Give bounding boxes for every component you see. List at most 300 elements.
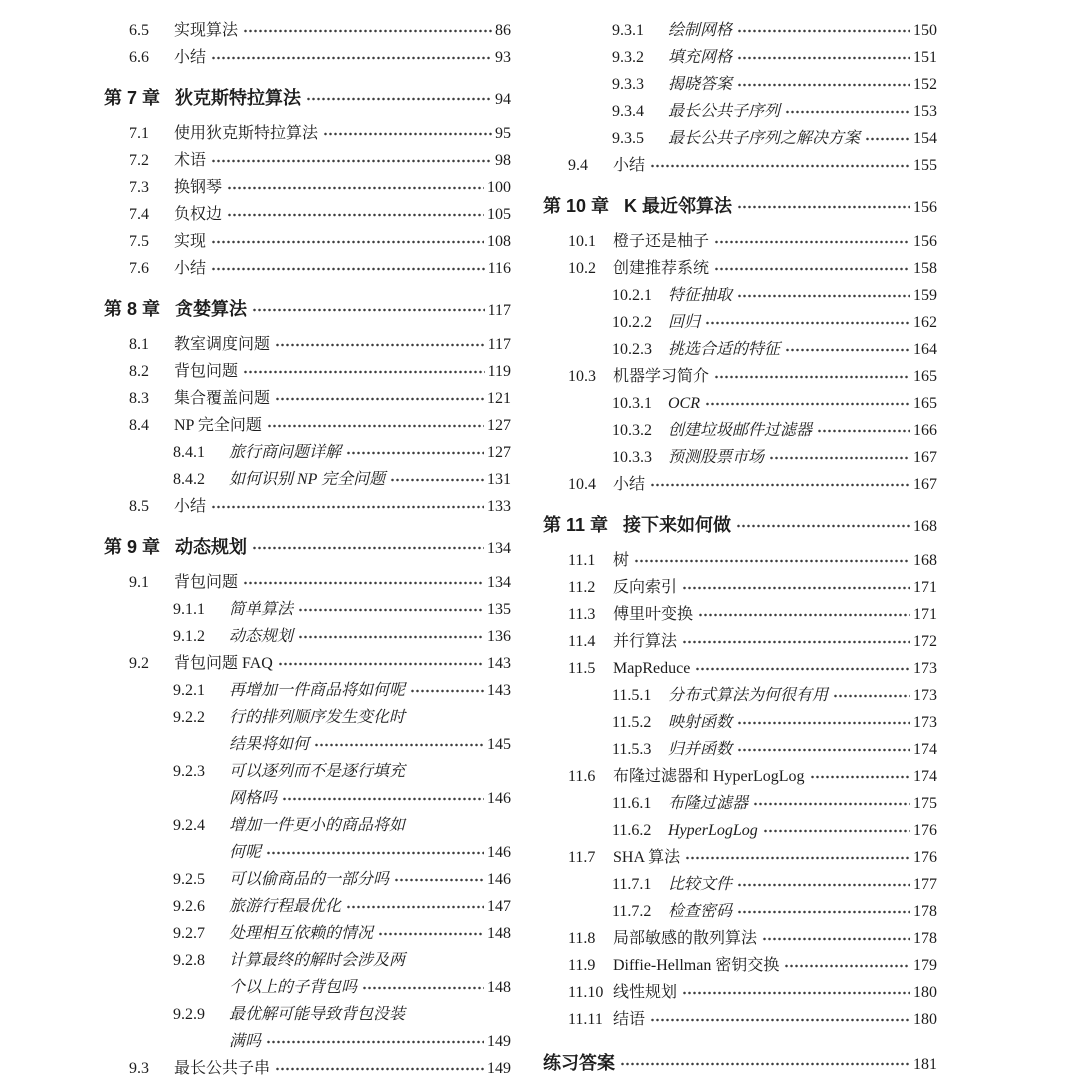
toc-entry-title: 再增加一件商品将如何呢 [229,682,406,699]
toc-entry [104,466,511,493]
toc-entry-number: 7.2 [129,152,149,169]
toc-entry [104,228,511,255]
toc-entry-page: 127 [487,417,511,434]
dotted-leader [833,693,910,699]
toc-entry-page: 176 [913,849,937,866]
toc-entry-title: 可以逐列而不是逐行填充 [229,763,406,780]
toc-entry-line [129,174,511,201]
toc-entry-line [612,71,937,98]
toc-entry-page: 173 [913,687,937,704]
toc-entry-title: 背包问题 FAQ [174,655,273,672]
toc-entry-number: 11.5.1 [612,687,652,704]
toc-entry [104,294,511,326]
toc-entry [543,228,937,255]
dotted-leader [211,158,492,164]
dotted-leader [682,990,910,996]
toc-entry-line [612,17,937,44]
toc-entry [104,255,511,282]
toc-entry-number: 9.2.9 [173,1006,205,1023]
toc-entry-title: 最长公共子序列 [668,103,781,120]
toc-entry-line [173,920,511,947]
toc-entry-page: 175 [913,795,937,812]
toc-entry-title: 揭晓答案 [668,76,733,93]
toc-entry-line [173,758,511,785]
toc-entry-line [129,569,511,596]
dotted-leader [346,450,484,456]
toc-entry-title: 动态规划 [229,628,294,645]
toc-entry-number: 11.8 [568,930,596,947]
toc-entry-line [129,1055,511,1082]
toc-entry-number: 9.3.1 [612,22,644,39]
toc-entry [104,17,511,44]
toc-entry-title: 实现算法 [174,22,239,39]
toc-entry-title: OCR [668,395,700,412]
toc-entry [104,947,511,1001]
toc-entry-title: 绘制网格 [668,22,733,39]
toc-entry [543,471,937,498]
toc-entry-page: 166 [913,422,937,439]
dotted-leader [685,855,910,861]
toc-entry-page: 179 [913,957,937,974]
toc-entry-line-continued [173,974,511,1001]
toc-entry [543,152,937,179]
toc-entry-title: 小结 [174,49,207,66]
dotted-leader [714,374,910,380]
toc-entry-line [612,898,937,925]
toc-entry-page: 108 [487,233,511,250]
toc-entry-number: 11.5.2 [612,714,652,731]
toc-entry-title: 小结 [613,476,646,493]
toc-entry [543,655,937,682]
toc-entry-page: 121 [487,390,511,407]
dotted-leader [211,55,492,61]
toc-entry-title: MapReduce [613,660,691,677]
toc-entry-number: 7.5 [129,233,149,250]
dotted-leader [275,396,484,402]
toc-entry-number: 第 7 章 [104,88,161,108]
toc-entry-page: 136 [487,628,511,645]
toc-entry-line [104,532,511,564]
toc-entry-number: 11.4 [568,633,596,650]
toc-entry-page: 171 [913,579,937,596]
dotted-leader [737,293,910,299]
toc-entry-number: 11.5.3 [612,741,652,758]
toc-entry-page: 127 [487,444,511,461]
toc-entry [104,174,511,201]
toc-entry-page: 149 [487,1060,511,1077]
toc-entry-title: 树 [613,552,630,569]
toc-entry-title: 归并函数 [668,741,733,758]
toc-entry-number: 8.2 [129,363,149,380]
toc-entry-title: 计算最终的解时会涉及两 [229,952,406,969]
toc-entry-number: 11.3 [568,606,596,623]
toc-entry-line [612,817,937,844]
toc-entry-line [173,677,511,704]
toc-entry [543,191,937,223]
toc-entry-line [568,1006,937,1033]
dotted-leader [714,266,910,272]
toc-entry-page: 131 [487,471,511,488]
toc-entry-page: 171 [913,606,937,623]
toc-entry-line [129,147,511,174]
toc-entry-page: 146 [487,790,511,807]
toc-entry-title: 挑选合适的特征 [668,341,781,358]
dotted-leader [737,720,910,726]
toc-entry-page: 180 [913,1011,937,1028]
dotted-leader [737,82,910,88]
dotted-leader [737,28,910,34]
toc-entry [104,1055,511,1082]
toc-entry-number: 第 10 章 [543,196,610,216]
toc-entry-line [612,790,937,817]
toc-entry-title: 创建垃圾邮件过滤器 [668,422,813,439]
toc-entry-title: 实现 [174,233,207,250]
toc-entry [104,412,511,439]
toc-entry-line [104,294,511,326]
dotted-leader [810,774,910,780]
toc-entry-title: 检查密码 [668,903,733,920]
toc-entry-line [568,547,937,574]
toc-entry-page: 155 [913,157,937,174]
toc-entry-page: 173 [913,714,937,731]
toc-entry-line [543,510,937,542]
dotted-leader [620,1061,910,1067]
dotted-leader [736,523,910,529]
dotted-leader [737,909,910,915]
dotted-leader [243,369,485,375]
toc-entry-number: 10.2.2 [612,314,652,331]
dotted-leader [737,747,910,753]
dotted-leader [865,136,910,142]
toc-entry-title: 集合覆盖问题 [174,390,271,407]
toc-entry-line [568,228,937,255]
toc-entry-line [568,925,937,952]
toc-entry-title: SHA 算法 [613,849,681,866]
toc-entry-title: 小结 [174,260,207,277]
dotted-leader [394,877,484,883]
toc-entry-number: 11.5 [568,660,596,677]
toc-entry-number: 6.6 [129,49,149,66]
toc-entry-page: 147 [487,898,511,915]
toc-entry-title: 布隆过滤器和 HyperLogLog [613,768,805,785]
toc-entry [104,920,511,947]
toc-entry-title: 分布式算法为何很有用 [668,687,829,704]
toc-entry-line [173,466,511,493]
toc-entry-line [173,623,511,650]
toc-entry-page: 119 [487,363,511,380]
toc-entry [543,444,937,471]
toc-entry [104,532,511,564]
toc-entry-title: 最长公共子串 [174,1060,271,1077]
toc-entry-number: 9.2.5 [173,871,205,888]
toc-entry-number: 11.6.2 [612,822,652,839]
toc-entry-line [568,628,937,655]
dotted-leader [267,423,484,429]
toc-entry-title: 贪婪算法 [175,299,248,319]
toc-entry-line [129,650,511,677]
toc-entry-number: 9.2.8 [173,952,205,969]
toc-entry-number: 10.2.1 [612,287,652,304]
toc-entry-line [173,812,511,839]
toc-entry [543,709,937,736]
toc-entry-line [568,152,937,179]
toc-entry-line [568,655,937,682]
toc-entry-title: K 最近邻算法 [624,196,733,216]
toc-entry-page: 100 [487,179,511,196]
dotted-leader [762,936,910,942]
toc-entry-page: 156 [913,199,937,216]
toc-entry-title: 线性规划 [613,984,678,1001]
toc-entry-title: 旅行商问题详解 [229,444,342,461]
toc-entry-line [568,471,937,498]
toc-entry-line [612,417,937,444]
toc-entry-title: 预测股票市场 [668,449,765,466]
toc-entry [104,623,511,650]
toc-entry-title: 增加一件更小的商品将如 [229,817,406,834]
toc-entry-number: 9.1.2 [173,628,205,645]
dotted-leader [817,428,910,434]
dotted-leader [362,985,484,991]
toc-entry-line [543,1048,937,1080]
toc-entry-title: 创建推荐系统 [613,260,710,277]
toc-entry-line-continued [173,1028,511,1055]
dotted-leader [227,185,484,191]
dotted-leader [211,239,484,245]
toc-entry-number: 7.3 [129,179,149,196]
toc-entry-page: 154 [913,130,937,147]
toc-entry-number: 9.2.6 [173,898,205,915]
toc-entry [543,871,937,898]
toc-entry-line [612,709,937,736]
dotted-leader [243,28,492,34]
toc-entry [543,309,937,336]
dotted-leader [275,1066,484,1072]
toc-entry-page: 172 [913,633,937,650]
toc-entry-page: 116 [487,260,511,277]
toc-entry-page: 105 [487,206,511,223]
toc-entry [543,790,937,817]
toc-entry-line [612,736,937,763]
toc-entry-page: 156 [913,233,937,250]
toc-entry-number: 10.2.3 [612,341,652,358]
dotted-leader [714,239,910,245]
toc-entry-line [568,979,937,1006]
toc-entry-title: 特征抽取 [668,287,733,304]
dotted-leader [634,558,910,564]
toc-entry-title: 填充网格 [668,49,733,66]
toc-entry-page: 134 [487,540,511,557]
toc-entry-line [129,120,511,147]
toc-entry-page: 152 [913,76,937,93]
dotted-leader [243,580,484,586]
toc-entry-number: 第 11 章 [543,515,609,535]
dotted-leader [698,612,910,618]
dotted-leader [323,131,492,137]
toc-entry [104,385,511,412]
toc-entry [543,898,937,925]
toc-entry [104,677,511,704]
toc-entry-number: 9.2.3 [173,763,205,780]
toc-entry-number: 9.3.5 [612,130,644,147]
toc-entry-line [129,493,511,520]
toc-entry-line [568,844,937,871]
toc-entry-page: 164 [913,341,937,358]
toc-entry [543,255,937,282]
toc-entry-line [173,866,511,893]
toc-entry-page: 158 [913,260,937,277]
toc-entry-page: 165 [913,395,937,412]
toc-entry-number: 9.2 [129,655,149,672]
toc-entry-line [612,444,937,471]
toc-entry-page: 117 [487,336,511,353]
toc-entry-page: 167 [913,449,937,466]
toc-entry-page: 178 [913,930,937,947]
toc-entry [543,628,937,655]
toc-entry [543,282,937,309]
toc-entry-page: 135 [487,601,511,618]
toc-entry-line [129,17,511,44]
toc-entry-title: 换钢琴 [174,179,223,196]
toc-entry-number: 11.7.2 [612,903,652,920]
toc-entry-number: 9.4 [568,157,588,174]
dotted-leader [769,455,910,461]
toc-entry-title: 背包问题 [174,574,239,591]
toc-entry [104,569,511,596]
toc-entry-title: Diffie-Hellman 密钥交换 [613,957,780,974]
toc-entry-page: 168 [913,552,937,569]
toc-entry-line [612,282,937,309]
toc-entry [543,925,937,952]
toc-entry-number: 第 8 章 [104,299,161,319]
toc-entry-line [173,947,511,974]
toc-entry-title-continued: 结果将如何 [229,736,310,753]
toc-entry-line [568,574,937,601]
toc-entry-number: 8.4.2 [173,471,205,488]
dotted-leader [650,163,910,169]
toc-entry [543,17,937,44]
toc-entry-title: 练习答案 [543,1053,615,1073]
toc-entry [104,812,511,866]
dotted-leader [785,347,910,353]
toc-entry-line [612,682,937,709]
toc-entry-number: 8.3 [129,390,149,407]
toc-entry-number: 9.1 [129,574,149,591]
toc-entry-number: 11.6 [568,768,596,785]
dotted-leader [650,482,910,488]
toc-entry [543,417,937,444]
toc-entry-number: 9.3.4 [612,103,644,120]
toc-entry-title: 局部敏感的散列算法 [613,930,758,947]
toc-entry-title: 机器学习简介 [613,368,710,385]
toc-entry [543,736,937,763]
toc-entry [104,439,511,466]
dotted-leader [784,963,910,969]
toc-entry-line [173,893,511,920]
toc-entry-title: 结语 [613,1011,646,1028]
dotted-leader [252,307,485,313]
toc-entry-title: 可以偷商品的一部分吗 [229,871,390,888]
toc-entry [104,596,511,623]
dotted-leader [705,401,910,407]
toc-entry [543,763,937,790]
toc-entry [543,1048,937,1080]
toc-entry-page: 159 [913,287,937,304]
toc-entry [543,682,937,709]
toc-entry-number: 9.3 [129,1060,149,1077]
dotted-leader [390,477,484,483]
toc-entry-line [568,255,937,282]
toc-entry-number: 10.3 [568,368,596,385]
toc-entry-line [173,439,511,466]
toc-entry-title: 映射函数 [668,714,733,731]
toc-entry-line [612,309,937,336]
dotted-leader [314,742,484,748]
toc-entry-number: 9.3.3 [612,76,644,93]
toc-entry-title: 比较文件 [668,876,733,893]
toc-entry-number: 11.10 [568,984,604,1001]
toc-entry-line [129,255,511,282]
toc-entry-page: 145 [487,736,511,753]
toc-entry-number: 6.5 [129,22,149,39]
dotted-leader [275,342,485,348]
toc-entry-number: 8.1 [129,336,149,353]
dotted-leader [298,634,484,640]
toc-entry-number: 7.4 [129,206,149,223]
toc-entry-line [612,390,937,417]
dotted-leader [763,828,910,834]
dotted-leader [650,1017,910,1023]
toc-entry-line [568,763,937,790]
toc-entry-number: 10.3.1 [612,395,652,412]
dotted-leader [298,607,484,613]
toc-entry-page: 143 [487,655,511,672]
toc-entry-line [612,871,937,898]
toc-entry-number: 11.7 [568,849,596,866]
dotted-leader [737,204,910,210]
toc-entry-number: 9.2.2 [173,709,205,726]
toc-entry-line-continued [173,731,511,758]
toc-entry-page: 150 [913,22,937,39]
dotted-leader [266,1039,484,1045]
dotted-leader [737,882,910,888]
toc-entry-line [612,98,937,125]
toc-entry-page: 178 [913,903,937,920]
toc-entry-page: 143 [487,682,511,699]
toc-entry-page: 149 [487,1033,511,1050]
toc-entry [543,601,937,628]
dotted-leader [705,320,910,326]
toc-entry [104,331,511,358]
toc-entry-line [612,125,937,152]
toc-entry-title: 并行算法 [613,633,678,650]
toc-entry-number: 11.7.1 [612,876,652,893]
toc-entry-page: 93 [495,49,511,66]
toc-entry-line [543,191,937,223]
toc-entry-title: 行的排列顺序发生变化时 [229,709,406,726]
toc-entry-page: 146 [487,871,511,888]
toc-entry-title-continued: 满吗 [229,1033,262,1050]
toc-entry-number: 10.3.2 [612,422,652,439]
dotted-leader [682,639,910,645]
toc-entry [104,358,511,385]
toc-entry-line [612,336,937,363]
toc-entry-number: 9.2.1 [173,682,205,699]
toc-entry-page: 165 [913,368,937,385]
dotted-leader [306,96,492,102]
dotted-leader [378,931,484,937]
toc-entry-line-continued [173,839,511,866]
toc-entry [543,952,937,979]
